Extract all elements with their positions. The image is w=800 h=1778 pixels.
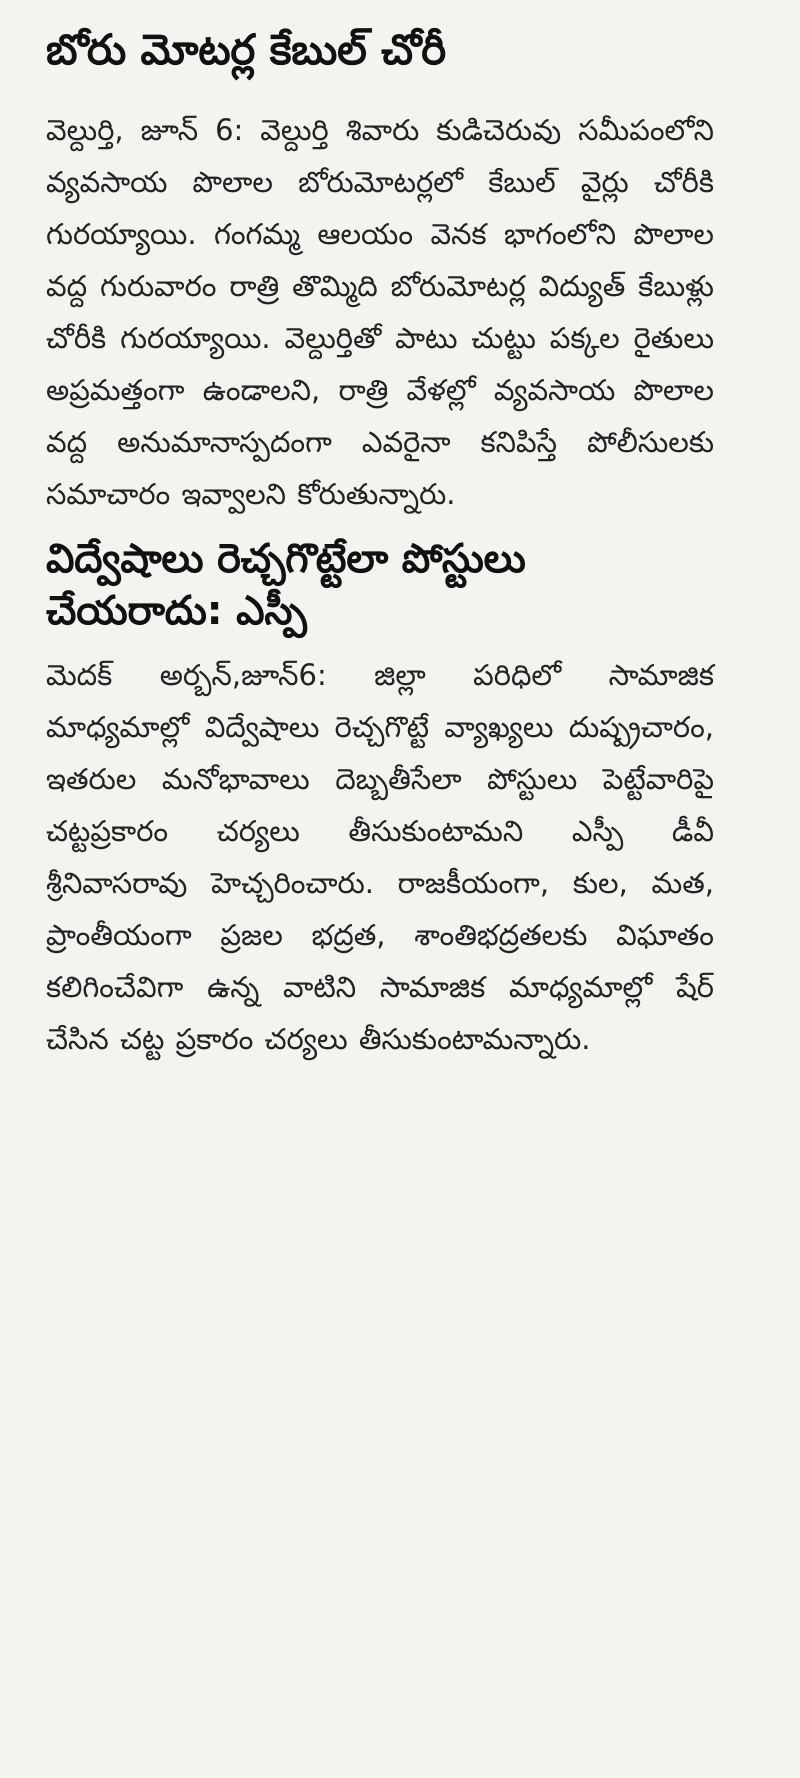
article-cable-theft bbox=[46, 22, 714, 521]
article-1-headline: బోరు మోటర్ల కేబుల్ చోరీ bbox=[46, 25, 446, 74]
article-2-headline: విద్వేషాలు రెచ్చగొట్టేలా పోస్టులు చేయరాదు: ఎస్పీ bbox=[46, 535, 526, 635]
article-1-body: వెల్దుర్తి, జూన్ 6: వెల్దుర్తి శివారు కుడిచెరువు సమీపంలోని వ్యవసాయ పొలాల బోరుమోటర్లలో కేబుల్ వైర్లు చోరీకి గురయ్యాయి. గంగమ్మ ఆలయం వెనక భాగంలోని పొలాల వద్ద గురువారం రాత్రి తొమ్మిది బోరుమోటర్ల విద్యుత్ కేబుళ్లు చోరీకి గురయ్యాయి. వెల్దుర్తితో పాటు చుట్టు పక్కల రైతులు అప్రమత్తంగా ఉండాలని, రాత్రి వేళల్లో వ్యవసాయ పొలాల వద్ద అనుమానాస్పదంగా ఎవరైనా కనిపిస్తే పోలీసులకు సమాచారం ఇవ్వాలని కోరుతున్నారు. bbox=[46, 113, 714, 511]
article-sp-warning bbox=[46, 533, 714, 1066]
article-2-body: మెదక్ అర్బన్,జూన్6: జిల్లా పరిధిలో సామాజిక మాధ్యమాల్లో విద్వేషాలు రెచ్చగొట్టే వ్యాఖ్యలు దుష్ప్రచారం, ఇతరుల మనోభావాలు దెబ్బతీసేలా పోస్టులు పెట్టేవారిపై చట్టప్రకారం చర్యలు తీసుకుంటామని ఎస్పీ డీవీ శ్రీనివాసరావు హెచ్చరించారు. రాజకీయంగా, కుల, మత, ప్రాంతీయంగా ప్రజల భద్రత, శాంతిభద్రతలకు విఘాతం కలిగించేవిగా ఉన్న వాటిని సామాజిక మాధ్యమాల్లో షేర్ చేసిన చట్ట ప్రకారం చర్యలు తీసుకుంటామన్నారు. bbox=[46, 658, 714, 1056]
